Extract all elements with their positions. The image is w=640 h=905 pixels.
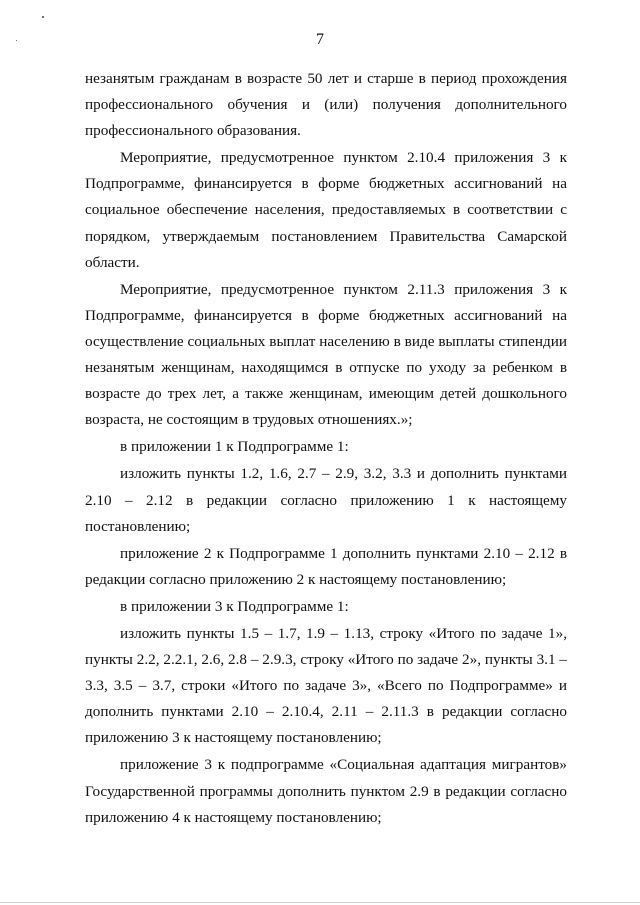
paragraph: незанятым гражданам в возрасте 50 лет и старше в период прохождения профессионального обучения и (или) получения дополнительного профессионального образования. [85, 70, 567, 140]
paragraph: Мероприятие, предусмотренное пунктом 2.11.3 приложения 3 к Подпрограмме, финансируется в форме бюджетных ассигнований на осуществление социальных выплат населению в виде выплаты стипендии незанятым женщинам, находящимся в отпуске по уходу за ребенком в возрасте до трех лет, а также женщинам, имеющим детей дошкольного возраста, не состоящим в трудовых отношениях.»; [85, 280, 567, 429]
paragraph: изложить пункты 1.2, 1.6, 2.7 – 2.9, 3.2, 3.3 и дополнить пунктами 2.10 – 2.12 в редакции согласно приложению 1 к настоящему постановлению; [85, 465, 567, 535]
page-bottom-edge [0, 902, 640, 903]
paragraph: в приложении 1 к Подпрограмме 1: [120, 438, 349, 456]
paragraph: приложение 3 к подпрограмме «Социальная адаптация мигрантов» Государственной программы дополнить пунктом 2.9 в редакции согласно приложению 4 к настоящему постановлению; [85, 756, 567, 826]
document-body [85, 66, 567, 832]
page-number: 7 [316, 31, 324, 48]
paragraph: в приложении 3 к Подпрограмме 1: [120, 597, 349, 615]
paragraph: Мероприятие, предусмотренное пунктом 2.10.4 приложения 3 к Подпрограмме, финансируется в форме бюджетных ассигнований на социальное обеспечение населения, предоставляемых в соответствии с порядком, утверждаемым постановлением Правительства Самарской области. [85, 149, 567, 271]
paragraph: изложить пункты 1.5 – 1.7, 1.9 – 1.13, строку «Итого по задаче 1», пункты 2.2, 2.2.1, 2.6, 2.8 – 2.9.3, строку «Итого по задаче 2», пункты 3.1 – 3.3, 3.5 – 3.7, строки «Итого по задаче 3», «Всего по Подпрограмме» и дополнить пунктами 2.10 – 2.10.4, 2.11 – 2.11.3 в редакции согласно приложению 3 к настоящему постановлению; [85, 624, 567, 747]
paragraph: приложение 2 к Подпрограмме 1 дополнить пунктами 2.10 – 2.12 в редакции согласно приложению 2 к настоящему постановлению; [85, 544, 567, 588]
scan-speck [42, 16, 44, 18]
